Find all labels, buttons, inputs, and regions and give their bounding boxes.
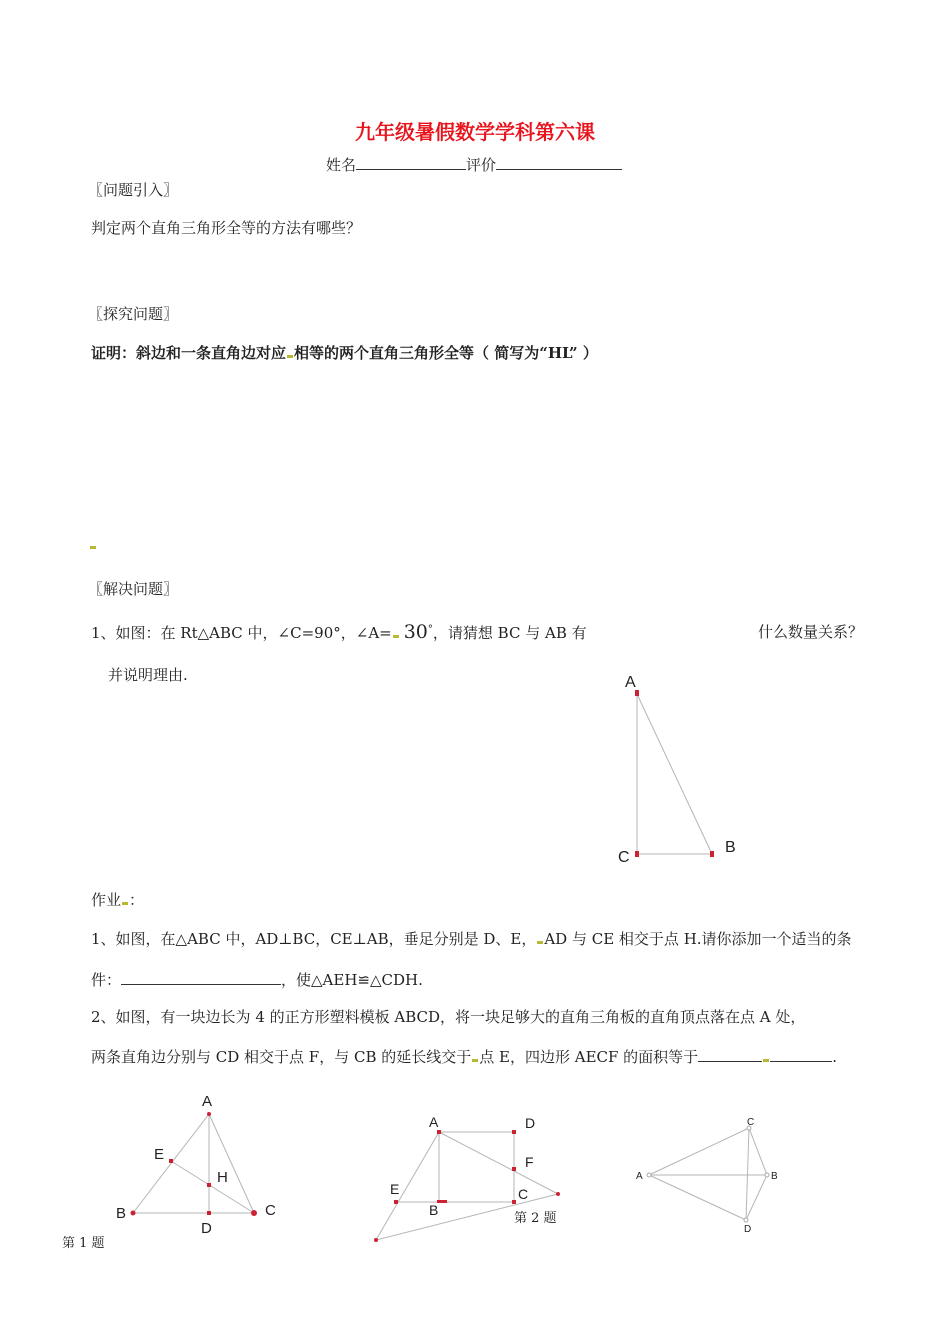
edit-mark — [287, 355, 293, 358]
label-e: E — [390, 1181, 400, 1197]
edit-mark — [537, 941, 543, 944]
homework-colon: ： — [129, 891, 145, 909]
explore-statement-part2: 相等的两个直角三角形全等（ 简写为“HL” ） — [294, 344, 598, 362]
hw-q2-line2-end: . — [832, 1048, 837, 1066]
label-c: C — [265, 1202, 276, 1219]
point-h — [207, 1183, 211, 1187]
problem1-part2: ，请猜想 BC 与 AB 有 — [432, 624, 587, 642]
label-c: C — [747, 1117, 755, 1128]
label-a: A — [202, 1093, 213, 1110]
problem1-line2: 并说明理由. — [108, 666, 188, 684]
figure-right-triangle — [600, 668, 760, 868]
seg-ce — [171, 1161, 254, 1213]
figure-1-caption: 第 1 题 — [62, 1236, 105, 1251]
figure-2-caption: 第 2 题 — [514, 1211, 557, 1226]
edit-mark — [122, 902, 128, 905]
label-c: C — [618, 849, 630, 866]
figure-1 — [110, 1088, 290, 1238]
label-c: C — [518, 1186, 529, 1202]
figure-3 — [625, 1108, 795, 1238]
point-b — [131, 1211, 136, 1216]
section-heading-intro: 〖问题引入〗 — [88, 181, 179, 199]
edit-mark — [472, 1059, 478, 1062]
seg-ad — [649, 1175, 746, 1220]
point-d — [744, 1218, 748, 1222]
answer-blank-q2a — [698, 1046, 762, 1062]
side-ab — [637, 694, 712, 854]
problem1-part1: 1、如图：在 Rt△ABC 中，∠C=90°，∠A= — [91, 624, 392, 642]
point-a — [647, 1173, 651, 1177]
label-b: B — [116, 1205, 127, 1222]
label-b: B — [429, 1202, 439, 1218]
hw-q1-line2-a: 件： — [91, 971, 122, 989]
seg-ac — [209, 1114, 254, 1213]
point-e-mark — [394, 1200, 398, 1204]
header-line — [326, 154, 622, 175]
hw-q1-line2-b: ，使△AEH≌△CDH. — [281, 971, 423, 989]
angle-value: 30 — [403, 621, 428, 643]
homework-heading — [91, 889, 144, 910]
label-d: D — [525, 1115, 536, 1131]
hw-q1-part2: AD 与 CE 相交于点 H.请你添加一个适当的条 — [544, 930, 852, 948]
point-c — [251, 1210, 257, 1216]
seg-ab — [133, 1114, 209, 1213]
problem1-line1 — [91, 621, 587, 643]
angle-degree: ° — [427, 624, 433, 635]
label-a: A — [625, 674, 636, 691]
edit-mark — [763, 1059, 769, 1062]
hw-q1-line2 — [91, 969, 423, 990]
label-h: H — [217, 1169, 228, 1186]
point-b — [437, 1200, 447, 1203]
explore-statement — [91, 342, 598, 363]
point-extension — [556, 1192, 560, 1196]
point-c — [635, 851, 639, 857]
eval-label: 评价 — [466, 156, 497, 174]
label-b: B — [771, 1171, 778, 1182]
point-e — [374, 1238, 378, 1242]
homework-label: 作业 — [91, 891, 122, 909]
label-d: D — [201, 1220, 212, 1237]
edit-mark — [90, 546, 96, 549]
point-d — [512, 1130, 516, 1134]
point-c — [512, 1200, 516, 1204]
label-e: E — [154, 1146, 165, 1163]
hw-q1-line1 — [91, 928, 852, 949]
seg-bd — [746, 1175, 767, 1220]
label-a: A — [636, 1171, 643, 1182]
seg-cb — [749, 1128, 767, 1175]
point-d — [207, 1211, 211, 1215]
hw-q2-line2-a: 两条直角边分别与 CD 相交于点 F，与 CB 的延长线交于 — [91, 1048, 472, 1066]
section-heading-solve: 〖解决问题〗 — [88, 580, 179, 598]
problem1-part3: 什么数量关系？ — [758, 623, 864, 641]
hw-q2-line2 — [91, 1046, 837, 1067]
seg-ae — [376, 1132, 439, 1240]
seg-af — [439, 1132, 558, 1194]
hw-q1-part1: 1、如图，在△ABC 中，AD⊥BC，CE⊥AB，垂足分别是 D、E， — [91, 930, 537, 948]
name-label: 姓名 — [326, 156, 357, 174]
seg-cd — [746, 1128, 749, 1220]
explore-statement-part1: 证明：斜边和一条直角边对应 — [91, 344, 287, 362]
point-b — [765, 1173, 769, 1177]
answer-blank-q2b — [770, 1046, 832, 1062]
point-a — [207, 1112, 211, 1116]
label-a: A — [429, 1114, 439, 1130]
label-d: D — [744, 1224, 752, 1235]
answer-blank-q1 — [121, 969, 281, 985]
label-b: B — [725, 839, 736, 856]
point-f — [512, 1167, 516, 1171]
eval-blank — [496, 154, 622, 170]
edit-mark — [393, 635, 399, 638]
label-f: F — [525, 1154, 534, 1170]
point-e — [169, 1159, 173, 1163]
point-b — [710, 851, 714, 857]
point-a — [437, 1130, 441, 1134]
hw-q2-line1: 2、如图，有一块边长为 4 的正方形塑料模板 ABCD，将一块足够大的直角三角板的直角顶点落在点 A 处， — [91, 1008, 806, 1026]
section-heading-explore: 〖探究问题〗 — [88, 305, 179, 323]
figure-2 — [365, 1108, 575, 1248]
page-title: 九年级暑假数学学科第六课 — [355, 120, 595, 144]
hw-q2-line2-b: 点 E，四边形 AECF 的面积等于 — [479, 1048, 699, 1066]
intro-question: 判定两个直角三角形全等的方法有哪些？ — [91, 219, 362, 237]
name-blank — [356, 154, 466, 170]
seg-ac — [649, 1128, 749, 1175]
